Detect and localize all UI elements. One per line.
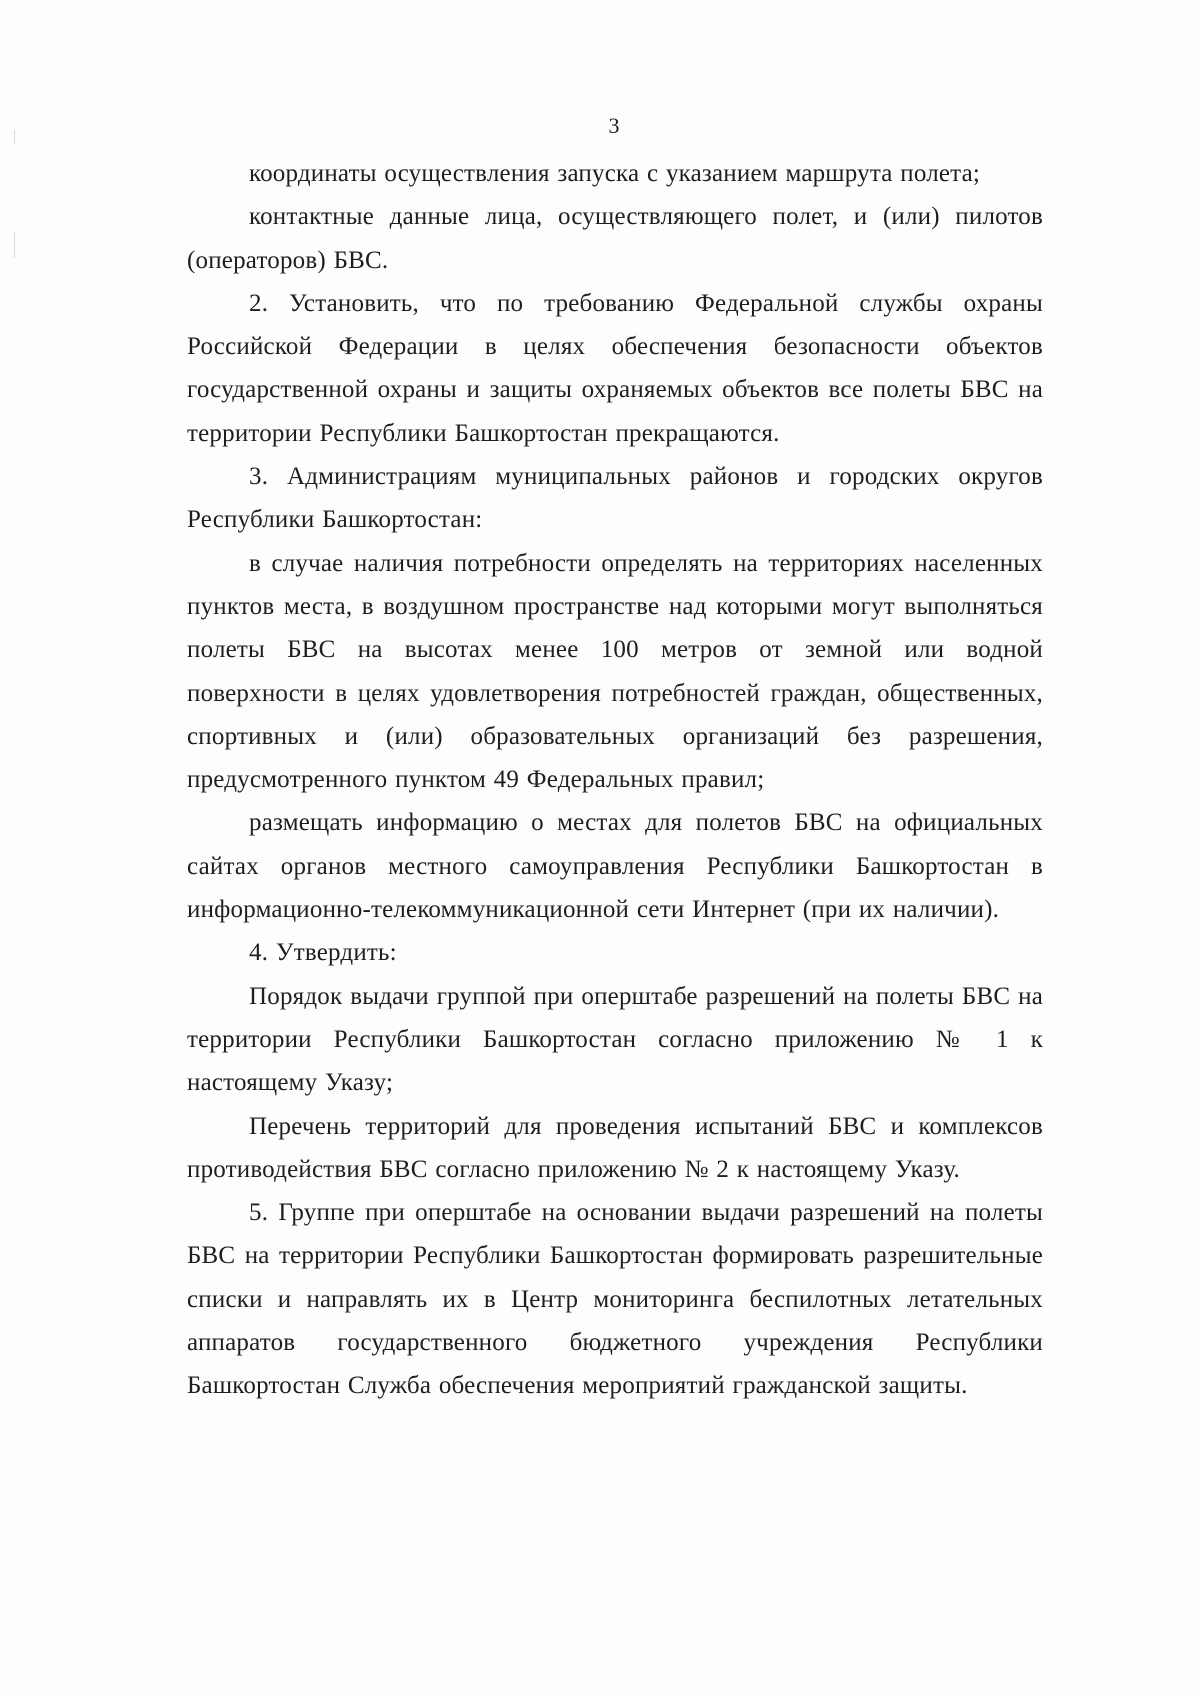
paragraph: контактные данные лица, осуществляющего полет, и (или) пилотов (операторов) БВС. [187, 203, 1043, 274]
scan-artifact [14, 232, 15, 258]
paragraph: Перечень территорий для проведения испытаний БВС и комплексов противодействия БВС согласно приложению № 2 к настоящему Указу. [187, 1112, 1043, 1183]
paragraph: 5. Группе при оперштабе на основании выдачи разрешений на полеты БВС на территории Республики Башкортостан формировать разрешительные списки и направлять их в Центр мониторинга беспилотных летательных аппаратов государственного бюджетного учреждения Республики Башкортостан Служба обеспечения мероприятий гражданской защиты. [187, 1199, 1043, 1400]
document-body [187, 152, 1043, 1408]
paragraph: 3. Администрациям муниципальных районов и городских округов Республики Башкортостан: [187, 463, 1043, 534]
paragraph: 4. Утвердить: [249, 939, 397, 967]
page-number: 3 [608, 113, 620, 138]
paragraph: Порядок выдачи группой при оперштабе разрешений на полеты БВС на территории Республики Башкортостан согласно приложению № 1 к настоящему Указу; [187, 982, 1043, 1097]
paragraph: размещать информацию о местах для полетов БВС на официальных сайтах органов местного самоуправления Республики Башкортостан в информационно-телекоммуникационной сети Интернет (при их наличии). [187, 809, 1043, 924]
paragraph: в случае наличия потребности определять на территориях населенных пунктов места, в воздушном пространстве над которыми могут выполняться полеты БВС на высотах менее 100 метров от земной или водной поверхности в целях удовлетворения потребностей граждан, общественных, спортивных и (или) образовательных организаций без разрешения, предусмотренного пунктом 49 Федеральных правил; [187, 549, 1043, 794]
paragraph: координаты осуществления запуска с указанием маршрута полета; [249, 160, 981, 187]
paragraph: 2. Установить, что по требованию Федеральной службы охраны Российской Федерации в целях обеспечения безопасности объектов государственной охраны и защиты охраняемых объектов все полеты БВС на территории Республики Башкортостан прекращаются. [187, 289, 1043, 447]
